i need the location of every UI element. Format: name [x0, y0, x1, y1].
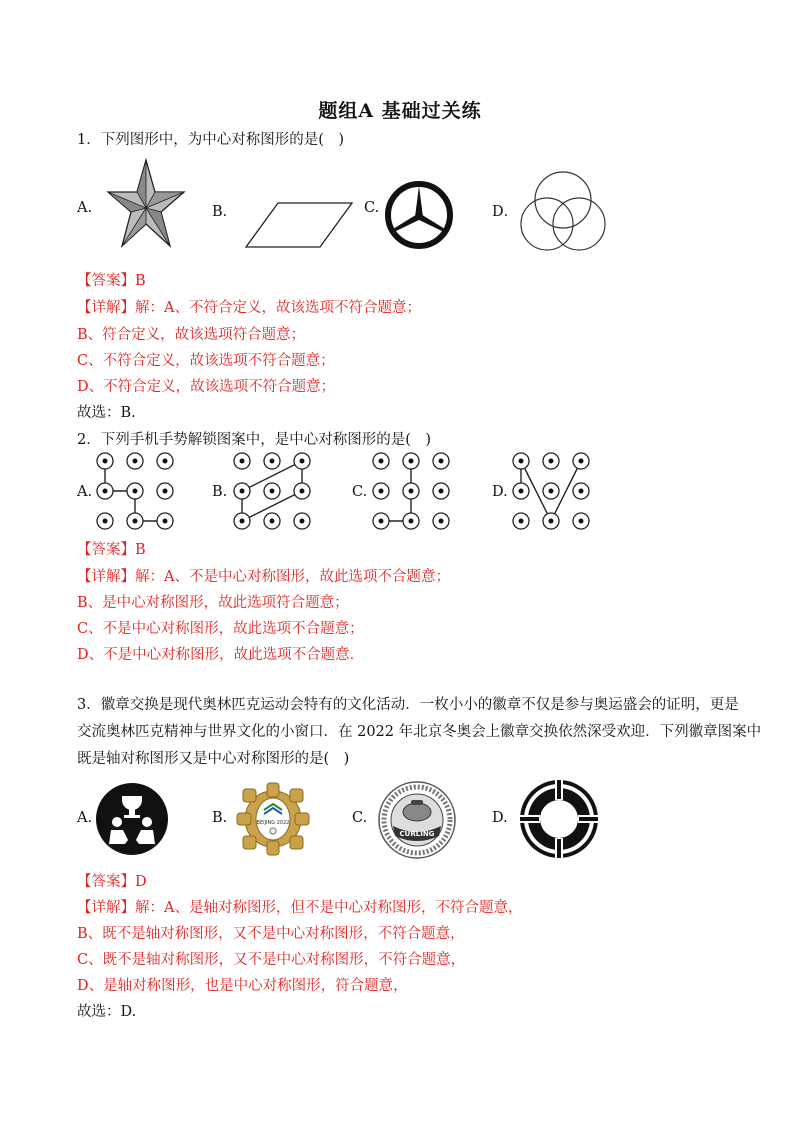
q3-detail-line-4: D、是轴对称图形，也是中心对称图形，符合题意， [77, 978, 408, 994]
star-figure-icon [106, 158, 186, 250]
q3-stem-line-1: 3．徽章交换是现代奥林匹克运动会特有的文化活动．一枚小小的徽章不仅是参与奥运盛会的证明，更是 [77, 697, 739, 713]
q1-option-d-label: D． [492, 204, 519, 220]
trophy-badge-icon [95, 782, 169, 856]
pattern-node-dot [270, 459, 275, 464]
pattern-node-dot [439, 459, 444, 464]
q2-detail-line-3: C、不是中心对称图形，故此选项不合题意； [77, 621, 364, 637]
pattern-node-dot [579, 519, 584, 524]
q2-detail-line-2: B、是中心对称图形，故此选项符合题意； [77, 595, 349, 611]
pattern-node-dot [379, 459, 384, 464]
q2-option-b-label: B. [212, 484, 228, 500]
pattern-node-dot [549, 459, 554, 464]
pattern-node-dot [103, 519, 108, 524]
pattern-node-dot [240, 459, 245, 464]
lifebuoy-badge-icon [518, 778, 600, 860]
q3-option-b-label: B. [212, 810, 228, 826]
q2-option-c-label: C. [352, 484, 368, 500]
pattern-node-dot [439, 489, 444, 494]
unlock-pattern-b-icon [231, 450, 313, 532]
q3-detail-line-3: C、既不是轴对称图形，又不是中心对称图形，不符合题意， [77, 952, 466, 968]
pattern-node-dot [519, 489, 524, 494]
pattern-node-dot [579, 459, 584, 464]
q2-stem: 2．下列手机手势解锁图案中，是中心对称图形的是( ) [77, 432, 432, 448]
pattern-node-dot [379, 489, 384, 494]
q2-answer: 【答案】B [77, 542, 146, 558]
pattern-node-dot [270, 489, 275, 494]
pattern-node-dot [409, 459, 414, 464]
pattern-node-dot [133, 459, 138, 464]
pattern-node-dot [549, 519, 554, 524]
triquetra-figure-icon [518, 166, 608, 252]
page-title: 题组A 基础过关练 [318, 100, 482, 122]
pattern-node-dot [240, 489, 245, 494]
pattern-node-dot [409, 519, 414, 524]
curling-badge-icon [377, 780, 457, 860]
pattern-node-dot [519, 519, 524, 524]
pattern-node-dot [300, 489, 305, 494]
q3-answer: 【答案】D [77, 874, 147, 890]
unlock-pattern-c-icon [370, 450, 452, 532]
q3-option-a-label: A. [77, 810, 93, 826]
pattern-node-dot [270, 519, 275, 524]
unlock-pattern-d-icon [510, 450, 592, 532]
q1-option-a-label: A. [77, 200, 93, 216]
mercedes-logo-icon [384, 180, 454, 250]
q3-stem-line-3: 既是轴对称图形又是中心对称图形的是( ) [77, 751, 350, 767]
pattern-node-dot [439, 519, 444, 524]
pattern-node-dot [163, 489, 168, 494]
pattern-node-dot [379, 519, 384, 524]
q2-detail-line-4: D、不是中心对称图形，故此选项不合题意． [77, 647, 365, 663]
q3-option-d-label: D. [492, 810, 508, 826]
svg-text:CURLING: CURLING [399, 830, 435, 838]
q2-detail-line-1: 【详解】解：A、不是中心对称图形，故此选项不合题意； [77, 569, 450, 585]
q1-option-b-label: B． [212, 204, 238, 220]
pattern-node-dot [103, 489, 108, 494]
pattern-node-dot [300, 459, 305, 464]
pattern-node-dot [133, 489, 138, 494]
pattern-node-dot [240, 519, 245, 524]
q1-detail-line-1: 【详解】解：A、不符合定义，故该选项不符合题意； [77, 300, 421, 316]
q3-stem-line-2: 交流奥林匹克精神与世界文化的小窗口．在 2022 年北京冬奥会上徽章交换依然深受欢迎．下列徽章图案中 [77, 724, 762, 740]
q3-detail-line-1: 【详解】解：A、是轴对称图形，但不是中心对称图形，不符合题意， [77, 900, 523, 916]
q1-detail-line-3: C、不符合定义，故该选项不符合题意； [77, 353, 335, 369]
pattern-node-dot [103, 459, 108, 464]
q3-option-c-label: C. [352, 810, 368, 826]
pattern-node-dot [300, 519, 305, 524]
pattern-node-dot [409, 489, 414, 494]
q1-option-c-label: C. [364, 200, 380, 216]
pattern-node-dot [519, 459, 524, 464]
pattern-node-dot [579, 489, 584, 494]
q2-option-d-label: D. [492, 484, 508, 500]
q1-answer: 【答案】B [77, 273, 146, 289]
q1-detail-line-2: B、符合定义，故该选项符合题意； [77, 327, 306, 343]
q1-detail-line-4: D、不符合定义，故该选项不符合题意； [77, 379, 336, 395]
q1-stem: 1．下列图形中，为中心对称图形的是( ) [77, 132, 345, 148]
q2-option-a-label: A. [77, 484, 93, 500]
unlock-pattern-a-icon [94, 450, 176, 532]
pattern-node-dot [549, 489, 554, 494]
q1-conclusion: 故选：B. [77, 405, 136, 421]
snowflake-badge-icon [234, 780, 312, 858]
parallelogram-figure-icon [244, 200, 356, 250]
svg-text:BEIJING 2022: BEIJING 2022 [256, 820, 290, 826]
q3-conclusion: 故选：D. [77, 1004, 137, 1020]
q3-detail-line-2: B、既不是轴对称图形，又不是中心对称图形，不符合题意， [77, 926, 465, 942]
pattern-node-dot [133, 519, 138, 524]
pattern-node-dot [163, 459, 168, 464]
pattern-node-dot [163, 519, 168, 524]
